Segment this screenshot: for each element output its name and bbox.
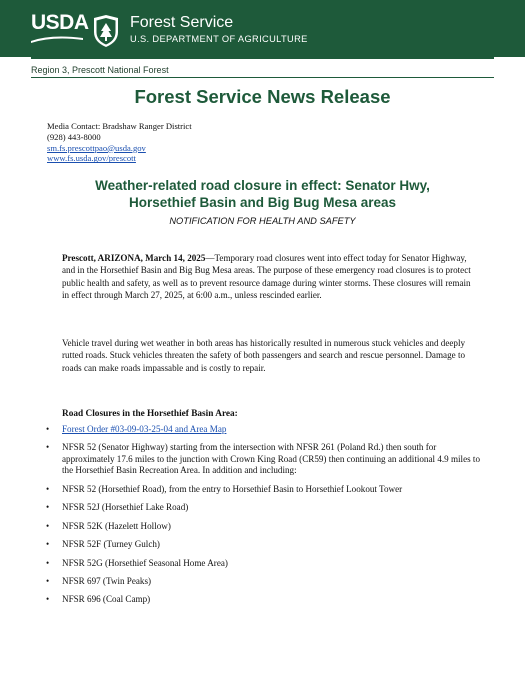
bullet-icon: • xyxy=(46,557,50,568)
list-item-text: NFSR 697 (Twin Peaks) xyxy=(62,575,152,586)
list-item-text: NFSR 52K (Hazelett Hollow) xyxy=(62,520,171,531)
header-banner xyxy=(0,0,525,57)
list-item xyxy=(46,539,482,550)
usda-swoosh-icon xyxy=(31,35,83,43)
media-contact-block xyxy=(47,121,192,164)
bullet-icon: • xyxy=(46,520,50,531)
media-contact-email-link[interactable]: sm.fs.prescottpao@usda.gov xyxy=(47,142,146,153)
list-item-text: NFSR 52 (Horsethief Road), from the entry to Horsethief Basin to Horsethief Lookout Tower xyxy=(62,483,403,494)
list-item xyxy=(46,558,482,569)
intro-paragraph xyxy=(62,252,472,302)
list-item xyxy=(46,502,482,513)
media-contact-phone: (928) 443-8000 xyxy=(47,131,101,142)
list-item xyxy=(46,521,482,532)
usda-logo-text: USDA xyxy=(31,11,89,34)
page-title: Forest Service News Release xyxy=(134,86,391,107)
bullet-icon: • xyxy=(46,594,50,605)
website-link[interactable]: www.fs.usda.gov/prescott xyxy=(47,153,136,164)
headline-line-2: Horsethief Basin and Big Bug Mesa areas xyxy=(128,195,397,210)
headline-line-1: Weather-related road closure in effect: Senator Hwy, xyxy=(95,178,430,193)
forest-service-shield-icon xyxy=(92,14,120,48)
subheadline: NOTIFICATION FOR HEALTH AND SAFETY xyxy=(169,216,356,226)
media-contact-name: Media Contact: Bradshaw Ranger District xyxy=(47,121,192,131)
bullet-icon: • xyxy=(46,424,50,434)
region-divider xyxy=(31,77,494,78)
list-item xyxy=(46,594,482,605)
agency-name: Forest Service xyxy=(130,14,234,31)
bullet-icon: • xyxy=(46,539,50,550)
list-item xyxy=(46,424,482,435)
list-item-text: NFSR 52G (Horsethief Seasonal Home Area) xyxy=(62,557,228,568)
bullet-icon: • xyxy=(46,502,50,513)
impact-paragraph: Vehicle travel during wet weather in both areas has historically resulted in numerous stuck vehicles and deeply rutted roads. Stuck vehicles threaten the safety of both passengers and search and rescue personnel. Damage to roads can make roads impassable and is costly to repair. xyxy=(62,338,466,373)
bullet-icon: • xyxy=(46,575,50,586)
headline xyxy=(0,177,525,211)
bullet-icon: • xyxy=(46,483,50,494)
list-item xyxy=(46,484,482,495)
list-item xyxy=(46,576,482,587)
forest-order-link[interactable]: Forest Order #03-09-03-25-04 and Area Map xyxy=(62,424,227,434)
department-name: U.S. DEPARTMENT OF AGRICULTURE xyxy=(130,34,308,44)
header-rule xyxy=(31,57,494,59)
list-item xyxy=(46,442,482,476)
usda-logo xyxy=(31,11,89,42)
region-label: Region 3, Prescott National Forest xyxy=(31,65,169,75)
dateline: Prescott, ARIZONA, March 14, 2025 xyxy=(62,253,206,263)
list-item-text: NFSR 52 (Senator Highway) starting from the intersection with NFSR 261 (Poland Rd.) then south for approximately 17.6 miles to the junction with Crown King Road (CR59) then continuing an additional 4.9 miles to the Horsethief Basin Recreation Area. In addition and including: xyxy=(62,442,481,476)
bullet-icon: • xyxy=(46,442,50,453)
list-item-text: NFSR 52F (Turney Gulch) xyxy=(62,539,160,550)
list-item-text: NFSR 52J (Horsethief Lake Road) xyxy=(62,502,189,513)
section-heading: Road Closures in the Horsethief Basin Area: xyxy=(62,409,238,419)
intro-body: —Temporary road closures went into effect today for Senator Highway, and in the Horsethief Basin and Big Bug Mesa areas. The purpose of these emergency road closures is to protect public health and safety, as well as to prevent resource damage during winter storms. These closures will remain in effect through March 27, 2025, at 6:00 a.m., unless rescinded earlier. xyxy=(62,253,471,301)
list-item-text: NFSR 696 (Coal Camp) xyxy=(62,594,151,605)
closures-list xyxy=(46,424,482,613)
